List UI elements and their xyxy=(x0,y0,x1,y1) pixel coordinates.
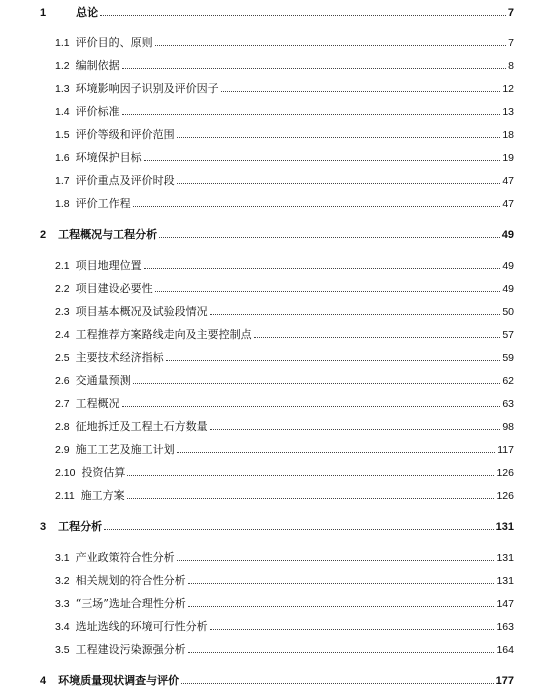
toc-dot-leader xyxy=(254,337,501,338)
toc-section-entry[interactable] xyxy=(0,259,549,273)
toc-dot-leader xyxy=(144,160,501,161)
toc-section-entry[interactable] xyxy=(0,466,549,480)
toc-dot-leader xyxy=(188,606,495,607)
toc-dot-leader xyxy=(177,137,501,138)
toc-entry-number: 1.7 xyxy=(55,175,70,187)
toc-dot-leader xyxy=(122,406,501,407)
toc-dot-leader xyxy=(166,360,501,361)
toc-entry-number: 1.8 xyxy=(55,198,70,210)
toc-section-entry[interactable] xyxy=(0,197,549,211)
toc-entry-title: 评价标准 xyxy=(75,105,120,118)
toc-entry-number: 1.3 xyxy=(55,83,70,95)
toc-section-entry[interactable] xyxy=(0,351,549,365)
toc-entry-title: 投资估算 xyxy=(81,466,126,479)
toc-section-entry[interactable] xyxy=(0,551,549,565)
toc-section-entry[interactable] xyxy=(0,597,549,611)
toc-page-number: 12 xyxy=(502,83,514,95)
toc-entry-title: 项目地理位置 xyxy=(75,259,142,272)
toc-entry-number: 2.8 xyxy=(55,421,70,433)
toc-entry-title: 总论 xyxy=(76,6,99,19)
toc-entry-number: 2.4 xyxy=(55,329,70,341)
toc-entry-title: 工程概况与工程分析 xyxy=(58,228,158,241)
toc-dot-leader xyxy=(177,452,496,453)
toc-page-number: 47 xyxy=(502,175,514,187)
toc-page-number: 49 xyxy=(501,229,514,241)
toc-page-number: 50 xyxy=(502,306,514,318)
toc-section-entry[interactable] xyxy=(0,443,549,457)
toc-section-entry[interactable] xyxy=(0,128,549,142)
toc-entry-number: 3.4 xyxy=(55,621,70,633)
toc-dot-leader xyxy=(188,652,495,653)
toc-section-entry[interactable] xyxy=(0,105,549,119)
toc-entry-title: 评价工作程 xyxy=(75,197,131,210)
toc-entry-number: 3.2 xyxy=(55,575,70,587)
toc-chapter-entry[interactable] xyxy=(0,520,549,534)
toc-section-entry[interactable] xyxy=(0,397,549,411)
toc-entry-number: 2.11 xyxy=(55,490,75,502)
toc-page-number: 49 xyxy=(502,260,514,272)
toc-entry-title: 相关规划的符合性分析 xyxy=(75,574,186,587)
toc-page-number: 131 xyxy=(496,575,514,587)
toc-entry-title: 环境影响因子识别及评价因子 xyxy=(75,82,219,95)
toc-chapter-entry[interactable] xyxy=(0,674,549,688)
toc-entry-title: 产业政策符合性分析 xyxy=(75,551,175,564)
toc-entry-number: 1 xyxy=(40,7,47,19)
toc-section-entry[interactable] xyxy=(0,574,549,588)
toc-dot-leader xyxy=(159,237,500,238)
toc-section-entry[interactable] xyxy=(0,59,549,73)
toc-section-entry[interactable] xyxy=(0,620,549,634)
toc-section-entry[interactable] xyxy=(0,151,549,165)
toc-page-number: 177 xyxy=(495,675,514,687)
toc-dot-leader xyxy=(122,68,507,69)
toc-page-number: 163 xyxy=(496,621,514,633)
toc-entry-number: 2.10 xyxy=(55,467,76,479)
toc-page-number: 18 xyxy=(502,129,514,141)
toc-entry-number: 1.5 xyxy=(55,129,70,141)
toc-entry-title: 施工工艺及施工计划 xyxy=(75,443,175,456)
toc-dot-leader xyxy=(133,383,501,384)
toc-page-number: 8 xyxy=(508,60,514,72)
toc-dot-leader xyxy=(210,314,501,315)
toc-entry-title: 评价目的、原则 xyxy=(75,36,153,49)
toc-dot-leader xyxy=(144,268,501,269)
toc-entry-title: 选址选线的环境可行性分析 xyxy=(75,620,208,633)
toc-section-entry[interactable] xyxy=(0,282,549,296)
toc-entry-number: 3 xyxy=(40,521,47,533)
toc-entry-title: 施工方案 xyxy=(80,489,125,502)
toc-entry-number: 1.6 xyxy=(55,152,70,164)
toc-entry-number: 3.5 xyxy=(55,644,70,656)
toc-dot-leader xyxy=(133,206,501,207)
toc-page-number: 49 xyxy=(502,283,514,295)
toc-entry-title: 评价等级和评价范围 xyxy=(75,128,175,141)
toc-entry-number: 1.4 xyxy=(55,106,70,118)
toc-page-number: 7 xyxy=(507,7,514,19)
toc-entry-number: 2 xyxy=(40,229,47,241)
toc-section-entry[interactable] xyxy=(0,174,549,188)
toc-section-entry[interactable] xyxy=(0,643,549,657)
toc-entry-title: 工程推荐方案路线走向及主要控制点 xyxy=(75,328,252,341)
toc-dot-leader xyxy=(104,529,494,530)
toc-entry-number: 2.9 xyxy=(55,444,70,456)
toc-chapter-entry[interactable] xyxy=(0,6,549,20)
toc-dot-leader xyxy=(155,291,501,292)
toc-page-number: 126 xyxy=(496,467,514,479)
toc-page-number: 19 xyxy=(502,152,514,164)
toc-entry-title: 评价重点及评价时段 xyxy=(75,174,175,187)
toc-section-entry[interactable] xyxy=(0,489,549,503)
toc-entry-number: 2.6 xyxy=(55,375,70,387)
toc-dot-leader xyxy=(127,475,494,476)
toc-entry-title: 工程建设污染源强分析 xyxy=(75,643,186,656)
toc-dot-leader xyxy=(127,498,495,499)
toc-entry-title: 编制依据 xyxy=(75,59,120,72)
toc-page-number: 57 xyxy=(502,329,514,341)
toc-dot-leader xyxy=(188,583,495,584)
toc-page-number: 13 xyxy=(502,106,514,118)
toc-entry-number: 3.3 xyxy=(55,598,70,610)
toc-page-number: 63 xyxy=(502,398,514,410)
toc-entry-number: 1.2 xyxy=(55,60,70,72)
toc-dot-leader xyxy=(122,114,501,115)
toc-entry-number: 2.5 xyxy=(55,352,70,364)
toc-entry-number: 2.3 xyxy=(55,306,70,318)
toc-section-entry[interactable] xyxy=(0,374,549,388)
toc-page-number: 164 xyxy=(496,644,514,656)
toc-dot-leader xyxy=(210,429,501,430)
toc-section-entry[interactable] xyxy=(0,420,549,434)
toc-entry-title: 主要技术经济指标 xyxy=(75,351,164,364)
toc-page-number: 126 xyxy=(496,490,514,502)
toc-section-entry[interactable] xyxy=(0,36,549,50)
toc-dot-leader xyxy=(100,15,506,16)
toc-dot-leader xyxy=(177,183,501,184)
toc-entry-title: 环境保护目标 xyxy=(75,151,142,164)
toc-dot-leader xyxy=(177,560,495,561)
toc-entry-number: 3.1 xyxy=(55,552,70,564)
toc-entry-number: 2.2 xyxy=(55,283,70,295)
toc-entry-title: 工程分析 xyxy=(58,520,103,533)
toc-entry-title: 工程概况 xyxy=(75,397,120,410)
toc-page-number: 98 xyxy=(502,421,514,433)
toc-section-entry[interactable] xyxy=(0,305,549,319)
toc-entry-number: 2.1 xyxy=(55,260,70,272)
toc-dot-leader xyxy=(210,629,495,630)
toc-page-number: 47 xyxy=(502,198,514,210)
toc-page-number: 59 xyxy=(502,352,514,364)
toc-entry-number: 2.7 xyxy=(55,398,70,410)
toc-entry-title: 交通量预测 xyxy=(75,374,131,387)
toc-entry-number: 4 xyxy=(40,675,47,687)
toc-dot-leader xyxy=(181,683,494,684)
toc-chapter-entry[interactable] xyxy=(0,228,549,242)
toc-page-number: 117 xyxy=(497,444,514,456)
toc-entry-title: 征地拆迁及工程土石方数量 xyxy=(75,420,208,433)
toc-entry-title: 环境质量现状调查与评价 xyxy=(58,674,180,687)
toc-dot-leader xyxy=(221,91,501,92)
toc-section-entry[interactable] xyxy=(0,328,549,342)
toc-entry-title: “三场”选址合理性分析 xyxy=(75,597,186,610)
toc-page-number: 131 xyxy=(496,552,514,564)
toc-section-entry[interactable] xyxy=(0,82,549,96)
toc-entry-title: 项目基本概况及试验段情况 xyxy=(75,305,208,318)
toc-dot-leader xyxy=(155,45,507,46)
toc-page-number: 147 xyxy=(496,598,514,610)
toc-entry-number: 1.1 xyxy=(55,37,70,49)
toc-entry-title: 项目建设必要性 xyxy=(75,282,153,295)
toc-page-number: 131 xyxy=(495,521,514,533)
toc-page-number: 7 xyxy=(508,37,514,49)
toc-page-number: 62 xyxy=(502,375,514,387)
